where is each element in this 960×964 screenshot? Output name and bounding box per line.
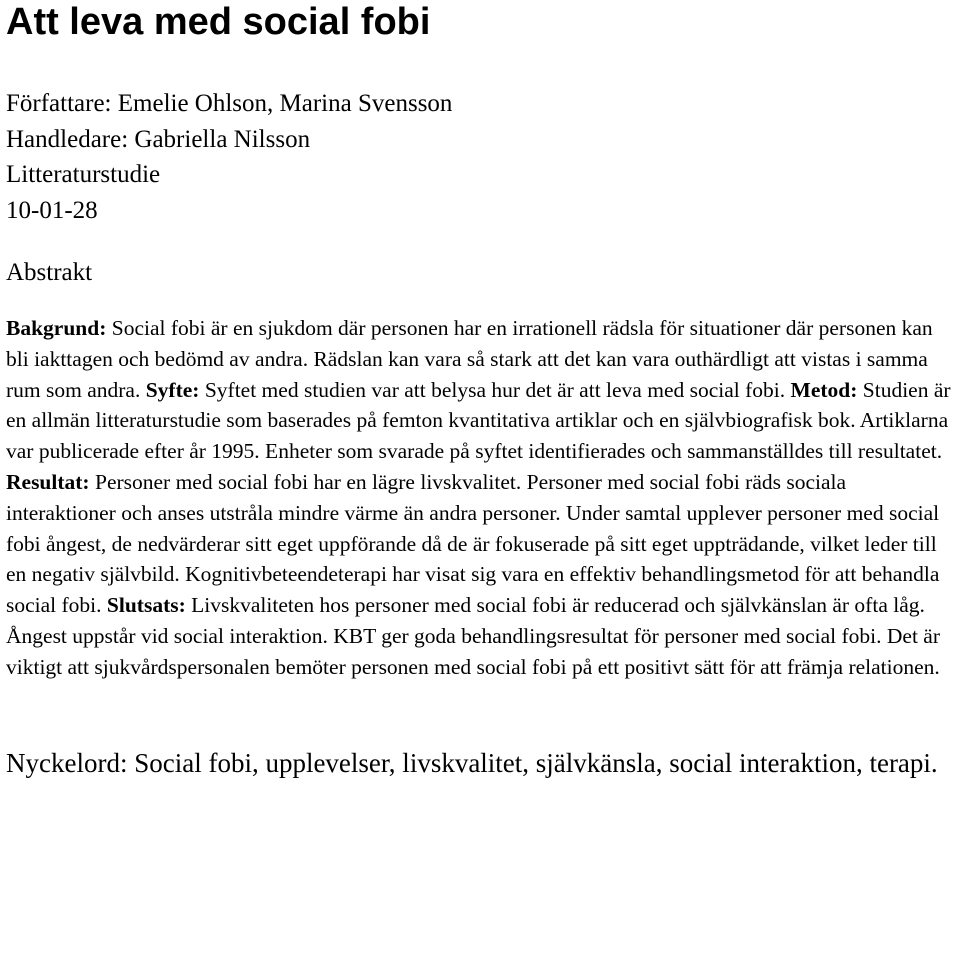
slutsats-text: Livskvaliteten hos personer med social fobi är reducerad och självkänslan är ofta låg. Ångest uppstår vid social interaktion. KBT ger goda behandlingsresultat för personer med social fobi. Det är viktigt att sjukvårdspersonalen bemöter personen med social fobi på ett positivt sätt för att främja relationen. <box>6 593 941 679</box>
resultat-text: Personer med social fobi har en lägre livskvalitet. Personer med social fobi räds sociala interaktioner och anses utstråla mindre värme än andra personer. Under samtal upplever personer med social fobi ångest, de nedvärderar sitt eget uppförande då de är fokuserade på sitt eget uppträdande, vilket leder till en negativ självbild. Kognitivbeteendeterapi har visat sig vara en effektiv behandlingsmetod för att behandla social fobi. <box>6 469 940 618</box>
abstract-heading: Abstrakt <box>6 259 93 286</box>
syfte-text: Syftet med studien var att belysa hur det är att leva med social fobi. <box>199 377 791 402</box>
document-page <box>6 0 956 781</box>
syfte-label: Syfte: <box>145 377 200 402</box>
document-title: Att leva med social fobi <box>6 1 431 43</box>
keywords: Nyckelord: Social fobi, upplevelser, livskvalitet, självkänsla, social interaktion, terapi. <box>6 747 938 778</box>
slutsats-label: Slutsats: <box>106 593 186 618</box>
study-type-line: Litteraturstudie <box>6 161 161 188</box>
supervisor-line: Handledare: Gabriella Nilsson <box>6 125 311 153</box>
metod-text: Studien är en allmän litteraturstudie som baserades på femton kvantitativa artiklar och en självbiografisk bok. Artiklarna var publicerade efter år 1995. Enheter som svarade på syftet identifierades och sammanställdes till resultatet. <box>6 377 951 464</box>
abstract-body <box>6 313 956 683</box>
metod-label: Metod: <box>790 377 858 402</box>
date-line: 10-01-28 <box>6 196 98 224</box>
bakgrund-label: Bakgrund: <box>6 316 107 340</box>
document-meta <box>6 86 956 228</box>
bakgrund-text: Social fobi är en sjukdom där personen har en irrationell rädsla för situationer där personen kan bli iakttagen och bedömd av andra. Rädslan kan vara så stark att det kan vara outhärdligt att vistas i samma rum som andra. <box>6 316 933 402</box>
authors-line: Författare: Emelie Ohlson, Marina Svensson <box>6 90 453 117</box>
resultat-label: Resultat: <box>6 469 90 494</box>
